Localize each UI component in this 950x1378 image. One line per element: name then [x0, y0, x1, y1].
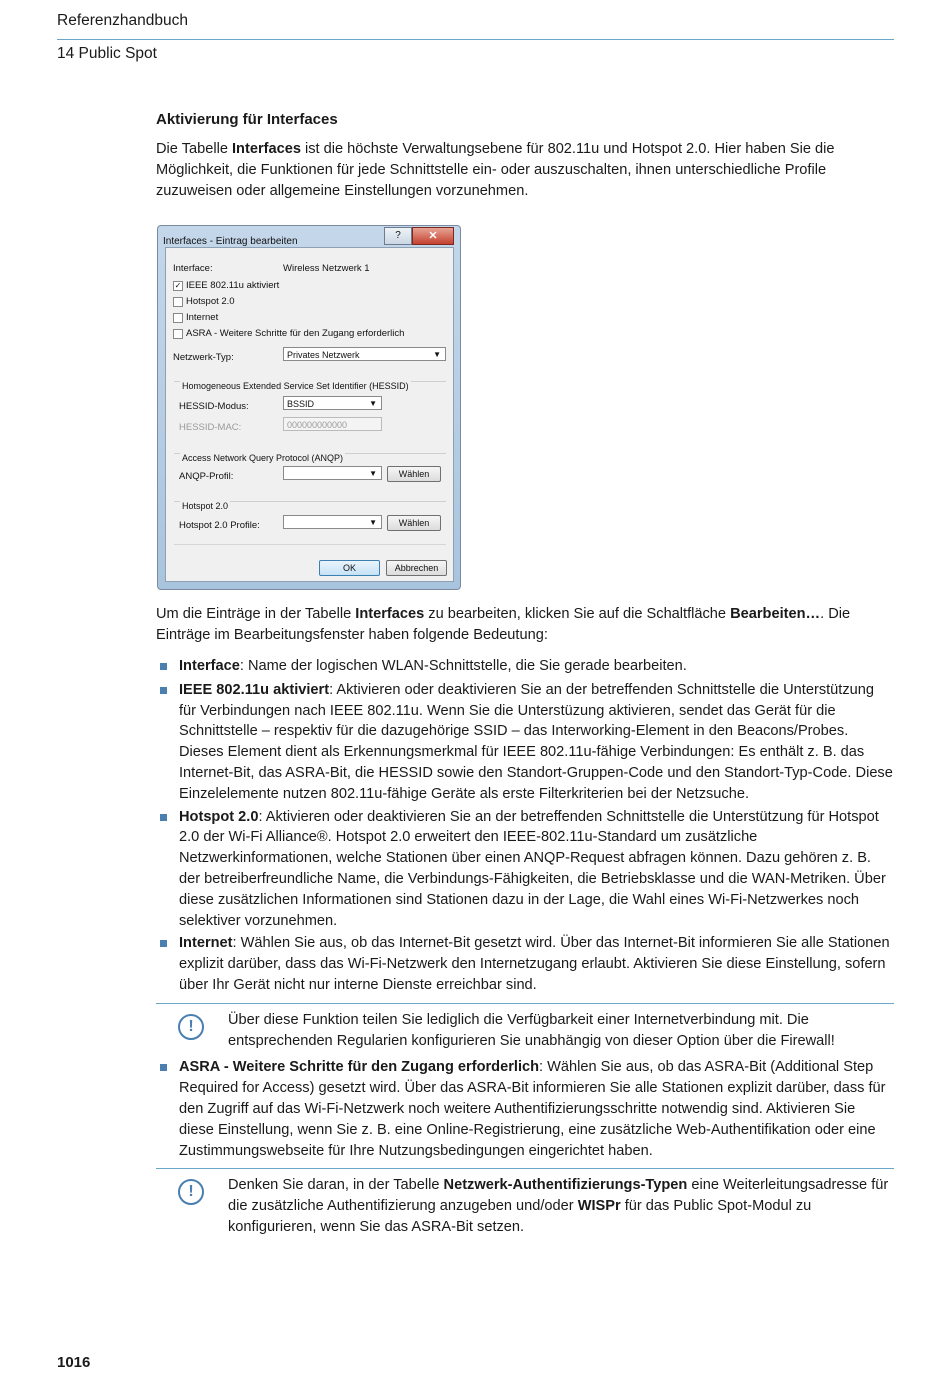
chevron-down-icon: ▼	[433, 350, 441, 360]
dialog-title: Interfaces - Eintrag bearbeiten	[163, 236, 298, 248]
intro-bold: Interfaces	[232, 141, 301, 157]
note-post: für das Public Spot-Modul zu konfigurieren, wenn Sie das ASRA-Bit setzen.	[228, 1198, 812, 1235]
note-text: Über diese Funktion teilen Sie lediglich die Verfügbarkeit einer Internetverbindung mit. Die entsprechenden Regularien konfigurieren Sie unabhängig von dieser Option über die Firewall!	[228, 1011, 835, 1049]
hessid-group-label: Homogeneous Extended Service Set Identifier (HESSID)	[180, 376, 411, 397]
hotspot-checkbox-label: Hotspot 2.0	[186, 296, 235, 308]
note-asra	[156, 1168, 894, 1237]
edit-bold-interfaces: Interfaces	[355, 606, 425, 623]
interface-value: Wireless Netzwerk 1	[283, 263, 370, 275]
hessid-mode-select[interactable]	[283, 396, 382, 410]
list-text: : Aktivieren oder deaktivieren Sie an der betreffenden Schnittstelle die Unterstützung für Hotspot 2.0 der Wi-Fi Alliance®. Hotspot 2.0 erweitert den IEEE-802.11u-Standard um zusätzliche Netzwerkinformationen, welche Stationen über einen ANQP-Request abfragen können. Dazu gehören z. B. der betreiberfreundliche Name, die Verbindungs-Fähigkeiten, die Betriebsklasse und die WAN-Metriken. Über diese zusätzlichen Informationen sind Stationen dazu in der Lage, die Wahl eines Wi-Fi-Netzwerkes noch selektiver vorzunehmen.	[179, 808, 886, 929]
hotspot-group-label: Hotspot 2.0	[180, 496, 230, 517]
edit-mid: zu bearbeiten, klicken Sie auf die Schaltfläche	[424, 606, 731, 623]
note-pre: Denken Sie daran, in der Tabelle	[228, 1177, 444, 1194]
list-item-interface	[156, 656, 894, 677]
asra-checkbox-label: ASRA - Weitere Schritte für den Zugang erforderlich	[186, 328, 405, 340]
list-text: : Wählen Sie aus, ob das ASRA-Bit (Additional Step Required for Access) gesetzt wird. Über das ASRA-Bit informieren Sie alle Stationen explizit darüber, dass für den Zugriff auf das Wi-Fi-Netzwerk noch weitere Authentifizierungsschritte notwendig sind. Aktivieren Sie diese Einstellung, wenn Sie z. B. eine Online-Registrierung, eine zusätzliche Web-Authentifikation oder eine Zustimmungswebseite für Ihre Nutzungsbedingungen eingerichtet haben.	[179, 1059, 886, 1159]
list-term: Interface	[179, 657, 240, 674]
running-header-book: Referenzhandbuch	[57, 12, 188, 29]
intro-paragraph	[156, 139, 894, 201]
list-item-ieee	[156, 680, 894, 805]
hessid-mode-value: BSSID	[287, 399, 315, 410]
help-button[interactable]: ?	[384, 227, 412, 245]
hotspot-profile-label: Hotspot 2.0 Profile:	[179, 520, 260, 532]
asra-checkbox[interactable]	[173, 329, 183, 339]
page-number: 1016	[57, 1354, 91, 1371]
edit-paragraph	[156, 604, 894, 646]
internet-checkbox-label: Internet	[186, 312, 219, 324]
chevron-down-icon: ▼	[369, 399, 377, 409]
network-type-label: Netzwerk-Typ:	[173, 352, 234, 364]
hessid-mac-label: HESSID-MAC:	[179, 422, 242, 434]
list-item-internet	[156, 933, 894, 995]
intro-post: ist die höchste Verwaltungsebene für 802.11u und Hotspot 2.0. Hier haben Sie die Möglichkeit, die Funktionen für jede Schnittstelle ein- oder auszuschalten, ihnen unterschiedliche Profile zuzuweisen oder allgemeine Einstellungen vorzunehmen.	[156, 141, 835, 199]
anqp-profile-select[interactable]	[283, 466, 382, 480]
ieee-checkbox-label: IEEE 802.11u aktiviert	[186, 280, 280, 292]
list-item-hotspot	[156, 807, 894, 932]
header-rule	[57, 39, 894, 40]
internet-checkbox[interactable]	[173, 313, 183, 323]
hessid-mac-field[interactable]: 000000000000	[283, 417, 382, 431]
ieee-checkbox[interactable]: ✓	[174, 280, 182, 290]
list-text: : Name der logischen WLAN-Schnittstelle, die Sie gerade bearbeiten.	[239, 657, 687, 674]
anqp-group-label: Access Network Query Protocol (ANQP)	[180, 448, 345, 469]
intro-pre: Die Tabelle	[156, 141, 232, 157]
running-header-chapter: 14 Public Spot	[57, 45, 157, 62]
interfaces-dialog-screenshot	[157, 225, 461, 590]
asra-checkbox-row[interactable]	[173, 324, 404, 345]
hotspot-checkbox[interactable]	[173, 297, 183, 307]
dialog-divider	[174, 544, 446, 545]
list-item-asra	[156, 1057, 894, 1161]
note-firewall	[156, 1003, 894, 1052]
chevron-down-icon: ▼	[369, 469, 377, 479]
note-bold-wispr: WISPr	[577, 1198, 621, 1215]
hotspot-profile-select[interactable]	[283, 515, 382, 529]
dialog-body	[165, 247, 454, 582]
list-term: IEEE 802.11u aktiviert	[179, 681, 330, 698]
edit-pre: Um die Einträge in der Tabelle	[156, 606, 356, 623]
list-text: : Aktivieren oder deaktivieren Sie an der betreffenden Schnittstelle die Unterstützung für Verbindungen nach IEEE 802.11u. Wenn Sie die Unterstüzung aktivieren, sendet das Gerät für die Schnittstelle – respektiv für die dazugehörige SSID – das Interworking-Element in den Beacons/Probes. Dieses Element dient als Erkennungsmerkmal für IEEE 802.11u-fähige Verbindungen: Es enthält z. B. das Internet-Bit, das ASRA-Bit, die HESSID sowie den Standort-Gruppen-Code und den Standort-Typ-Code. Diese Einzelelemente nutzen 802.11u-fähige Geräte als erste Filterkriterien bei der Netzsuche.	[179, 681, 893, 802]
list-text: : Wählen Sie aus, ob das Internet-Bit gesetzt wird. Über das Internet-Bit informieren Sie alle Stationen explizit darüber, dass das Wi-Fi-Netzwerk den Internetzugang erlaubt. Aktivieren Sie diese Einstellung, sofern über Ihr Gerät nicht nur interne Dienste erreichbar sind.	[179, 935, 890, 993]
dialog-title-buttons	[384, 227, 454, 245]
note-bold-table: Netzwerk-Authentifizierungs-Typen	[443, 1177, 688, 1194]
anqp-profile-label: ANQP-Profil:	[179, 471, 234, 483]
hessid-mode-label: HESSID-Modus:	[179, 401, 249, 413]
interface-label: Interface:	[173, 263, 213, 275]
list-term: Hotspot 2.0	[179, 808, 259, 825]
note-mid: eine Weiterleitungsadresse für die zusätzliche Authentifizierung anzugeben und/oder	[228, 1177, 889, 1215]
close-button[interactable]: ✕	[412, 227, 454, 245]
list-term: Internet	[179, 935, 233, 952]
edit-bold-button: Bearbeiten…	[730, 606, 821, 623]
info-icon: !	[178, 1179, 204, 1205]
list-term: ASRA - Weitere Schritte für den Zugang erforderlich	[179, 1059, 540, 1076]
cancel-button[interactable]: Abbrechen	[386, 560, 447, 576]
page-content	[156, 110, 894, 1238]
info-icon: !	[178, 1014, 204, 1040]
network-type-select[interactable]	[283, 347, 446, 361]
ok-button[interactable]: OK	[319, 560, 380, 576]
network-type-value: Privates Netzwerk	[287, 350, 360, 361]
chevron-down-icon: ▼	[369, 518, 377, 528]
anqp-choose-button[interactable]: Wählen	[387, 466, 441, 482]
edit-post: . Die Einträge im Bearbeitungsfenster haben folgende Bedeutung:	[156, 606, 851, 644]
section-title: Aktivierung für Interfaces	[156, 111, 338, 128]
hotspot-choose-button[interactable]: Wählen	[387, 515, 441, 531]
